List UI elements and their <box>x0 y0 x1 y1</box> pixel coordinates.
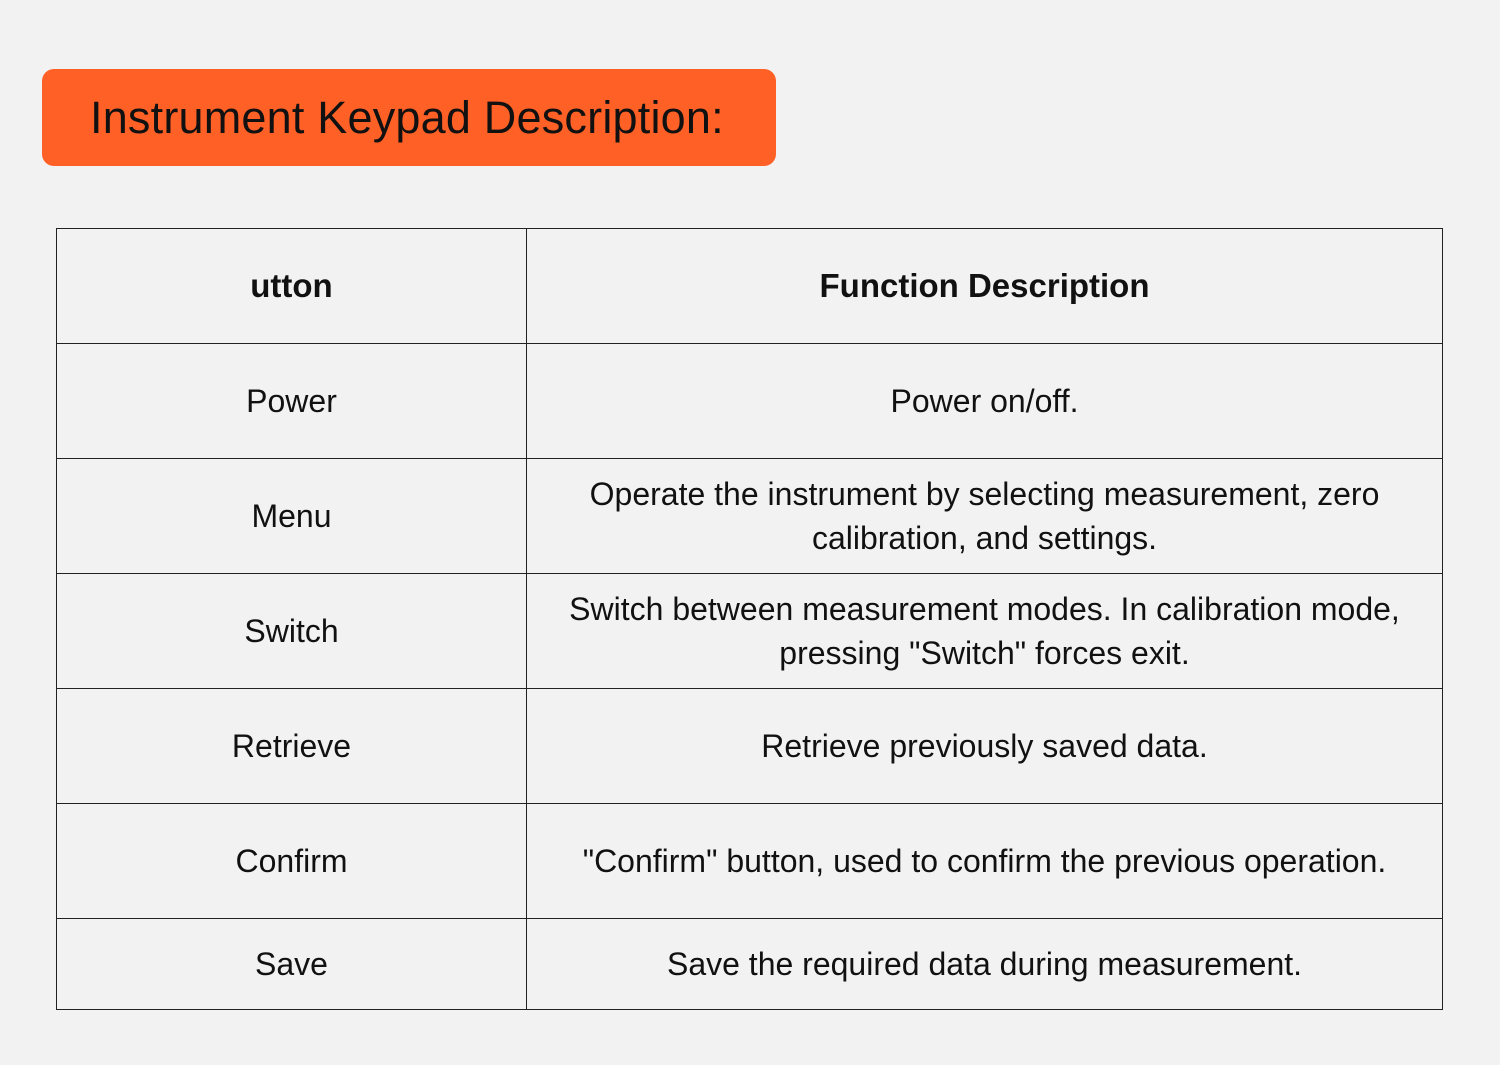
table-row <box>57 574 1443 689</box>
button-name-cell: Switch <box>57 574 527 689</box>
table-row <box>57 344 1443 459</box>
table-row <box>57 804 1443 919</box>
page-title: Instrument Keypad Description: <box>90 91 724 143</box>
button-name-cell: Confirm <box>57 804 527 919</box>
column-header-button: utton <box>57 229 527 344</box>
function-description-cell: Retrieve previously saved data. <box>527 689 1443 804</box>
button-name-cell: Menu <box>57 459 527 574</box>
function-description-cell: "Confirm" button, used to confirm the previous operation. <box>527 804 1443 919</box>
keypad-table <box>56 228 1443 1010</box>
table-row <box>57 689 1443 804</box>
button-name-cell: Power <box>57 344 527 459</box>
title-banner <box>42 69 776 166</box>
button-name-cell: Save <box>57 919 527 1010</box>
column-header-function: Function Description <box>527 229 1443 344</box>
button-name-cell: Retrieve <box>57 689 527 804</box>
function-description-cell: Switch between measurement modes. In calibration mode, pressing "Switch" forces exit. <box>527 574 1443 689</box>
table-header-row <box>57 229 1443 344</box>
function-description-cell: Power on/off. <box>527 344 1443 459</box>
function-description-cell: Save the required data during measurement. <box>527 919 1443 1010</box>
function-description-cell: Operate the instrument by selecting measurement, zero calibration, and settings. <box>527 459 1443 574</box>
table-row <box>57 919 1443 1010</box>
table-row <box>57 459 1443 574</box>
